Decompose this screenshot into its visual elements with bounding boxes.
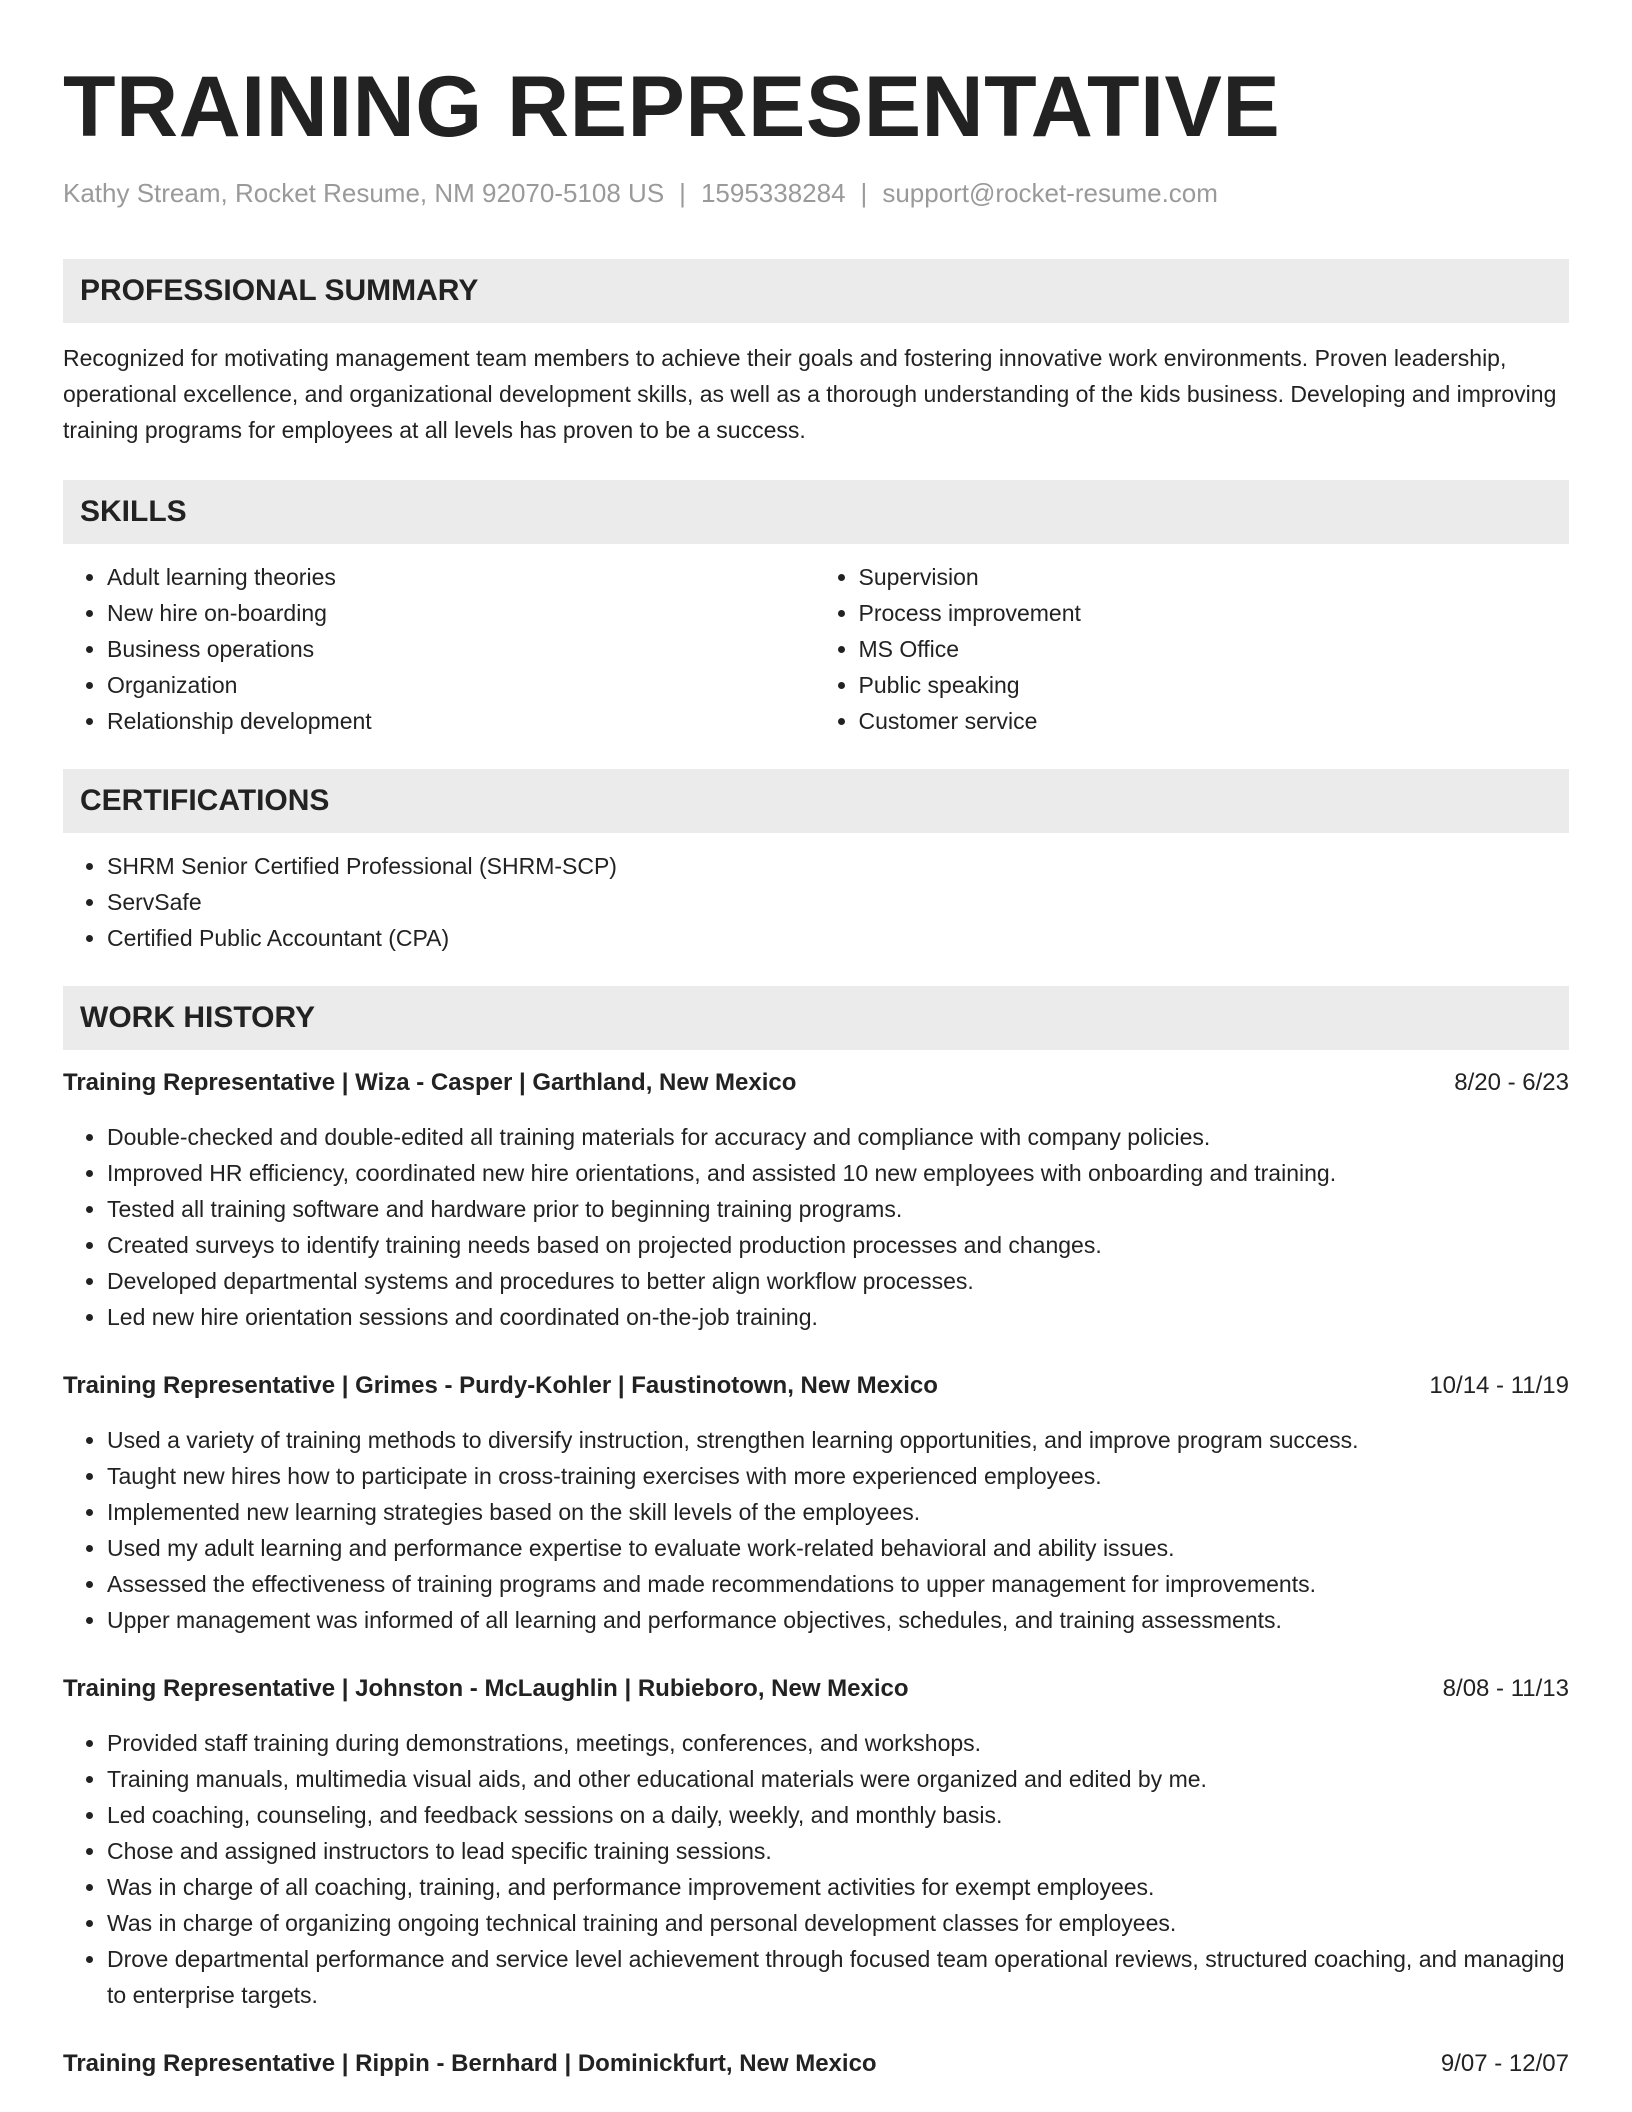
job-bullet: • Assessed the effectiveness of training programs and made recommendations to upper management for improvements. [107, 1566, 1569, 1602]
job-bullet: • Created surveys to identify training needs based on projected production processes and changes. [107, 1227, 1569, 1263]
job-dates: 9/07 - 12/07 [1440, 2050, 1569, 2078]
job-header [63, 1671, 1569, 1707]
skill-item: • Business operations [107, 631, 818, 667]
certifications-heading: CERTIFICATIONS [63, 769, 1569, 833]
job-title: Training Representative | Grimes - Purdy-Kohler | Faustinotown, New Mexico [63, 1372, 938, 1400]
job-entry [63, 2046, 1569, 2082]
skill-item: • Adult learning theories [107, 559, 818, 595]
summary-text: Recognized for motivating management team members to achieve their goals and fostering innovative work environments. Proven leadership, operational excellence, and organizational development skills, as well as a thorough understanding of the kids business. Developing and improving training programs for employees at all levels has proven to be a success. [63, 345, 1557, 444]
job-bullet: • Chose and assigned instructors to lead specific training sessions. [107, 1833, 1569, 1869]
contact-separator: | [860, 178, 868, 208]
job-bullet: • Training manuals, multimedia visual aids, and other educational materials were organized and edited by me. [107, 1761, 1569, 1797]
skill-item: • Public speaking [859, 667, 1570, 703]
skill-item: • MS Office [859, 631, 1570, 667]
skills-column-right [815, 559, 1570, 739]
job-bullet: • Implemented new learning strategies based on the skill levels of the employees. [107, 1494, 1569, 1530]
skill-item: • Process improvement [859, 595, 1570, 631]
job-dates: 10/14 - 11/19 [1429, 1372, 1569, 1400]
certification-item: • Certified Public Accountant (CPA) [107, 920, 1569, 956]
job-header [63, 2046, 1569, 2082]
job-bullets [63, 1119, 1569, 1335]
job-bullets [63, 1725, 1569, 2013]
job-bullet: • Led coaching, counseling, and feedback sessions on a daily, weekly, and monthly basis. [107, 1797, 1569, 1833]
job-bullet: • Used a variety of training methods to diversify instruction, strengthen learning opportunities, and improve program success. [107, 1422, 1569, 1458]
job-bullet: • Led new hire orientation sessions and coordinated on-the-job training. [107, 1299, 1569, 1335]
job-dates: 8/20 - 6/23 [1454, 1069, 1569, 1097]
job-header [63, 1368, 1569, 1404]
work-history-heading: WORK HISTORY [63, 986, 1569, 1050]
job-title: Training Representative | Johnston - McLaughlin | Rubieboro, New Mexico [63, 1675, 909, 1703]
job-entry [63, 1368, 1569, 1638]
skill-item: • Relationship development [107, 703, 818, 739]
job-bullet: • Double-checked and double-edited all training materials for accuracy and compliance with company policies. [107, 1119, 1569, 1155]
job-bullet: • Drove departmental performance and service level achievement through focused team operational reviews, structured coaching, and managing to enterprise targets. [107, 1941, 1569, 2013]
skill-item: • Supervision [859, 559, 1570, 595]
skills-list [63, 559, 1569, 739]
skills-column-left [63, 559, 818, 739]
job-title: Training Representative | Wiza - Casper | Garthland, New Mexico [63, 1069, 797, 1097]
job-bullet: • Taught new hires how to participate in cross-training exercises with more experienced employees. [107, 1458, 1569, 1494]
summary-heading: PROFESSIONAL SUMMARY [63, 259, 1569, 323]
job-bullet: • Developed departmental systems and procedures to better align workflow processes. [107, 1263, 1569, 1299]
contact-email: support@rocket-resume.com [882, 178, 1218, 208]
job-bullet: • Used my adult learning and performance expertise to evaluate work-related behavioral and ability issues. [107, 1530, 1569, 1566]
contact-line [63, 178, 1569, 209]
certifications-list [63, 848, 1569, 956]
job-header [63, 1065, 1569, 1101]
resume-title: TRAINING REPRESENTATIVE [63, 59, 1281, 155]
job-bullet: • Tested all training software and hardware prior to beginning training programs. [107, 1191, 1569, 1227]
job-bullet: • Improved HR efficiency, coordinated new hire orientations, and assisted 10 new employees with onboarding and training. [107, 1155, 1569, 1191]
certification-item: • ServSafe [107, 884, 1569, 920]
contact-separator: | [679, 178, 686, 208]
contact-phone: 1595338284 [700, 178, 846, 208]
skill-item: • Customer service [859, 703, 1570, 739]
job-bullet: • Was in charge of organizing ongoing technical training and personal development classes for employees. [107, 1905, 1569, 1941]
job-bullet: • Upper management was informed of all learning and performance objectives, schedules, and training assessments. [107, 1602, 1569, 1638]
job-title: Training Representative | Rippin - Bernhard | Dominickfurt, New Mexico [63, 2050, 877, 2078]
job-dates: 8/08 - 11/13 [1442, 1675, 1569, 1703]
job-entry [63, 1671, 1569, 2013]
job-bullet: • Provided staff training during demonstrations, meetings, conferences, and workshops. [107, 1725, 1569, 1761]
job-bullet: • Was in charge of all coaching, training, and performance improvement activities for exempt employees. [107, 1869, 1569, 1905]
contact-address: Kathy Stream, Rocket Resume, NM 92070-5108 US [63, 178, 665, 208]
skill-item: • New hire on-boarding [107, 595, 818, 631]
job-entry [63, 1065, 1569, 1335]
certification-item: • SHRM Senior Certified Professional (SHRM-SCP) [107, 848, 1569, 884]
job-bullets [63, 1422, 1569, 1638]
skills-heading: SKILLS [63, 480, 1569, 544]
skill-item: • Organization [107, 667, 818, 703]
